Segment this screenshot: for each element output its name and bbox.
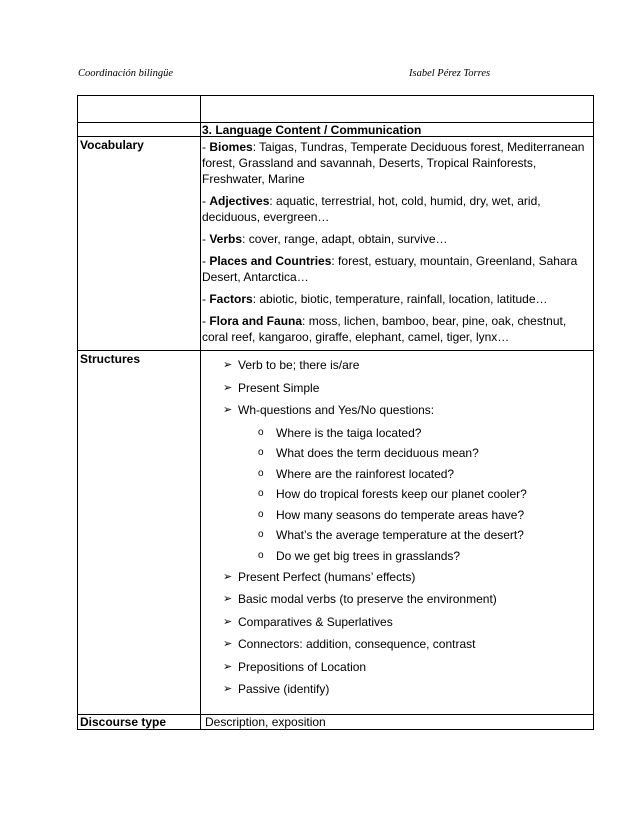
vocab-text: : abiotic, biotic, temperature, rainfall, location, latitude… (252, 292, 548, 306)
structure-item (201, 380, 593, 403)
structure-item (201, 357, 593, 380)
vocab-term: Verbs (209, 232, 243, 246)
discourse-value: Description, exposition (205, 715, 326, 729)
structures-label: Structures (78, 351, 201, 714)
structure-text: Comparatives & Superlatives (238, 614, 393, 629)
arrow-bullet-icon: ➢ (223, 570, 233, 583)
structure-text: Present Perfect (humans’ effects) (238, 569, 416, 584)
header-right: Isabel Pérez Torres (409, 68, 491, 79)
question-text: Where is the taiga located? (276, 425, 422, 440)
circle-bullet-icon: o (258, 447, 264, 459)
vocab-term: Biomes (209, 140, 253, 154)
structure-item (201, 591, 593, 614)
question-item (201, 425, 593, 446)
arrow-bullet-icon: ➢ (223, 404, 233, 416)
vocab-item: - Places and Countries: forest, estuary, mountain, Greenland, Sahara Desert, Antarctica… (202, 254, 578, 284)
structure-item (201, 681, 593, 704)
question-text: What does the term deciduous mean? (276, 446, 479, 461)
discourse-label: Discourse type (78, 715, 201, 729)
question-item (201, 548, 593, 569)
vocab-item: - Factors: abiotic, biotic, temperature, rainfall, location, latitude… (202, 292, 548, 306)
table-row-vocabulary (78, 136, 593, 350)
vocab-item: - Verbs: cover, range, adapt, obtain, survive… (202, 232, 448, 246)
question-item (201, 486, 593, 507)
arrow-bullet-icon: ➢ (223, 638, 233, 651)
question-item (201, 445, 593, 466)
question-item (201, 466, 593, 487)
vocab-text: : Taigas, Tundras, Temperate Deciduous forest, Mediterranean forest, Grassland and savannah, Deserts, Tropical Rainforests, Freshwater, Marine (202, 140, 585, 186)
table-row-structures (78, 350, 593, 714)
arrow-bullet-icon: ➢ (223, 683, 233, 696)
question-item (201, 507, 593, 528)
vocabulary-label: Vocabulary (78, 137, 201, 350)
vocab-text: : aquatic, terrestrial, hot, cold, humid, dry, wet, arid, deciduous, evergreen… (202, 194, 541, 224)
vocabulary-content (201, 137, 593, 350)
circle-bullet-icon: o (258, 426, 264, 438)
circle-bullet-icon: o (258, 488, 264, 500)
empty-cell-right (201, 96, 593, 122)
circle-bullet-icon: o (258, 508, 264, 520)
structure-item (201, 614, 593, 637)
question-item (201, 527, 593, 548)
arrow-bullet-icon: ➢ (223, 660, 233, 673)
table-row-empty (78, 96, 593, 122)
vocab-item: - Adjectives: aquatic, terrestrial, hot, cold, humid, dry, wet, arid, deciduous, evergreen… (202, 194, 541, 224)
question-text: How do tropical forests keep our planet cooler? (276, 487, 527, 502)
table-row-discourse (78, 714, 593, 729)
structure-item (201, 569, 593, 592)
section-title: 3. Language Content / Communication (202, 123, 422, 137)
question-text: Where are the rainforest located? (276, 466, 455, 481)
structure-item (201, 402, 593, 425)
structure-item (201, 659, 593, 682)
content-table (77, 95, 594, 730)
circle-bullet-icon: o (258, 550, 264, 562)
question-text: How many seasons do temperate areas have? (276, 507, 525, 522)
vocab-item: - Biomes: Taigas, Tundras, Temperate Deciduous forest, Mediterranean forest, Grassland and savannah, Deserts, Tropical Rainforests, Freshwater, Marine (202, 140, 585, 186)
arrow-bullet-icon: ➢ (223, 359, 233, 371)
arrow-bullet-icon: ➢ (223, 593, 233, 606)
structures-content (201, 351, 593, 714)
vocab-item: - Flora and Fauna: moss, lichen, bamboo, bear, pine, oak, chestnut, coral reef, kangaroo, giraffe, elephant, camel, tiger, lynx… (202, 314, 567, 344)
vocab-term: Adjectives (209, 194, 270, 208)
circle-bullet-icon: o (258, 529, 264, 541)
structure-text: Basic modal verbs (to preserve the environment) (238, 592, 497, 607)
table-row-title (78, 122, 593, 136)
vocab-text: : moss, lichen, bamboo, bear, pine, oak, chestnut, coral reef, kangaroo, giraffe, elephant, camel, tiger, lynx… (202, 314, 567, 344)
vocab-term: Places and Countries (209, 254, 332, 268)
structure-text: Prepositions of Location (238, 659, 367, 674)
vocab-text: : cover, range, adapt, obtain, survive… (242, 232, 448, 246)
arrow-bullet-icon: ➢ (223, 615, 233, 628)
circle-bullet-icon: o (258, 467, 264, 479)
vocab-text: : forest, estuary, mountain, Greenland, Sahara Desert, Antarctica… (202, 254, 578, 284)
vocab-term: Flora and Fauna (209, 314, 303, 328)
structure-text: Connectors: addition, consequence, contrast (238, 637, 476, 652)
empty-cell-left (78, 96, 201, 122)
question-text: Do we get big trees in grasslands? (276, 549, 461, 564)
structure-text: Verb to be; there is/are (238, 358, 360, 372)
title-cell-left (78, 123, 201, 136)
question-text: What’s the average temperature at the desert? (276, 528, 524, 543)
vocab-term: Factors (209, 292, 253, 306)
header-left: Coordinación bilingüe (78, 68, 173, 79)
structure-text: Present Simple (238, 380, 320, 395)
structure-text: Passive (identify) (238, 682, 330, 697)
arrow-bullet-icon: ➢ (223, 381, 233, 394)
structure-item (201, 636, 593, 659)
structure-text: Wh-questions and Yes/No questions: (238, 403, 435, 417)
